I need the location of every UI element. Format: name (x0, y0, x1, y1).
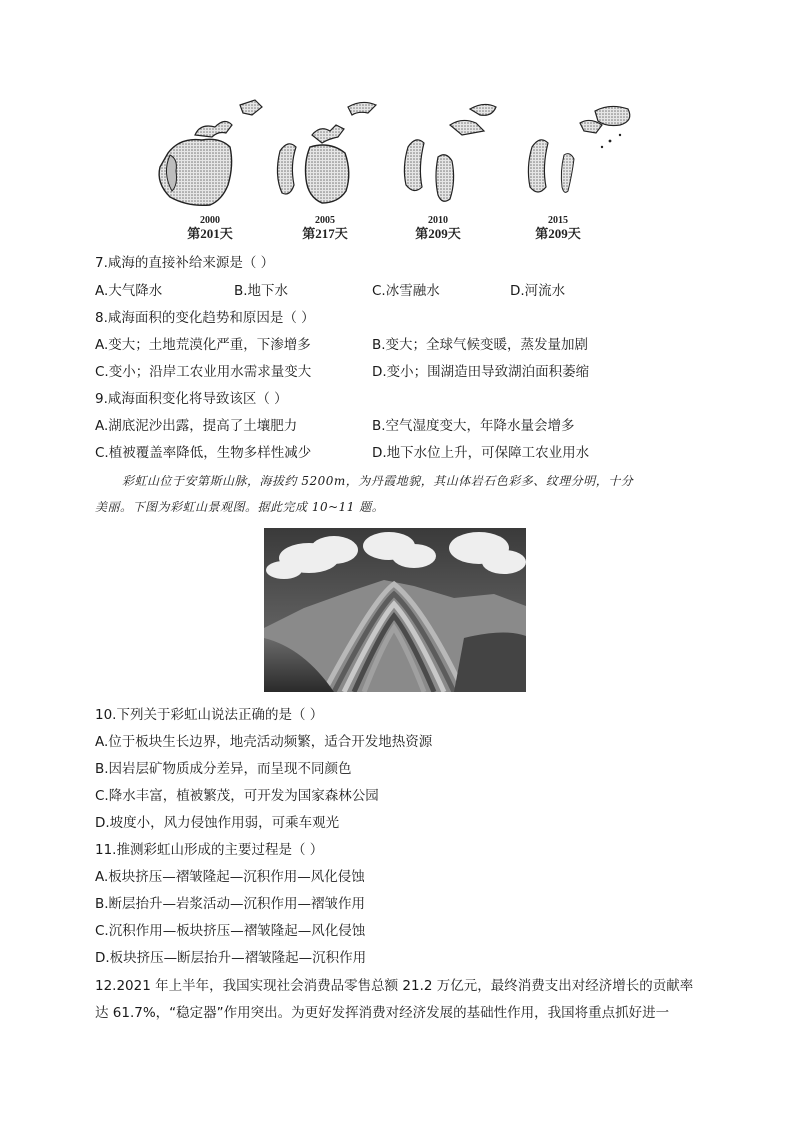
q9-option-b: B.空气湿度变大，年降水量会增多 (372, 418, 575, 434)
passage-line-1: 彩虹山位于安第斯山脉，海拔约 5200m，为丹霞地貌，其山体岩石色彩多、纹理分明，十分 (122, 474, 634, 488)
q7-option-c: C.冰雪融水 (372, 283, 440, 299)
q8-option-b: B.变大；全球气候变暖，蒸发量加剧 (372, 337, 589, 353)
map-2005 (277, 102, 376, 203)
map-caption-2000 (170, 215, 250, 241)
map-2010 (404, 104, 496, 201)
q10-option-c: C.降水丰富，植被繁茂，可开发为国家森林公园 (95, 788, 379, 804)
q11-option-c: C.沉积作用—板块挤压—褶皱隆起—风化侵蚀 (95, 923, 366, 939)
q10-stem: 10.下列关于彩虹山说法正确的是（ ） (95, 707, 324, 723)
map-2000 (159, 100, 262, 205)
passage-line-2: 美丽。下图为彩虹山景观图。据此完成 10~11 题。 (95, 500, 385, 514)
map-2015 (528, 106, 629, 192)
map-year-2000: 2000 (200, 215, 220, 226)
q9-option-c: C.植被覆盖率降低，生物多样性减少 (95, 445, 312, 461)
q9-stem: 9.咸海面积变化将导致该区（ ） (95, 391, 288, 407)
q11-option-d: D.板块挤压—断层抬升—褶皱隆起—沉积作用 (95, 950, 367, 966)
map-year-2005: 2005 (315, 215, 335, 226)
q7-stem: 7.咸海的直接补给来源是（ ） (95, 255, 275, 271)
q12-line-1: 12.2021 年上半年，我国实现社会消费品零售总额 21.2 万亿元，最终消费支出对经济增长的贡献率 (95, 978, 694, 994)
q10-option-d: D.坡度小，风力侵蚀作用弱，可乘车观光 (95, 815, 340, 831)
q11-option-a: A.板块挤压—褶皱隆起—沉积作用—风化侵蚀 (95, 869, 365, 885)
q7-option-b: B.地下水 (234, 283, 289, 299)
q9-option-a: A.湖底泥沙出露，提高了土壤肥力 (95, 418, 298, 434)
q8-option-a: A.变大；土地荒漠化严重，下渗增多 (95, 337, 311, 353)
q11-option-b: B.断层抬升—岩浆活动—沉积作用—褶皱作用 (95, 896, 366, 912)
q7-option-d: D.河流水 (510, 283, 566, 299)
q11-stem: 11.推测彩虹山形成的主要过程是（ ） (95, 842, 324, 858)
q12-line-2: 达 61.7%，“稳定器”作用突出。为更好发挥消费对经济发展的基础性作用，我国将重点抓好进一 (95, 1005, 670, 1021)
rainbow-mountain-svg (264, 528, 526, 692)
q8-option-c: C.变小；沿岸工农业用水需求量变大 (95, 364, 312, 380)
map-day-2000: 第201天 (187, 226, 233, 241)
aral-sea-maps-figure (140, 95, 650, 245)
map-year-2010: 2010 (428, 215, 448, 226)
q10-option-a: A.位于板块生长边界，地壳活动频繁，适合开发地热资源 (95, 734, 433, 750)
map-day-2005: 第217天 (302, 226, 348, 241)
map-caption-2010 (398, 215, 478, 241)
q9-option-d: D.地下水位上升，可保障工农业用水 (372, 445, 590, 461)
q8-option-d: D.变小；围湖造田导致湖泊面积萎缩 (372, 364, 590, 380)
q7-option-a: A.大气降水 (95, 283, 163, 299)
q10-option-b: B.因岩层矿物质成分差异，而呈现不同颜色 (95, 761, 352, 777)
map-caption-2005 (285, 215, 365, 241)
q8-stem: 8.咸海面积的变化趋势和原因是（ ） (95, 310, 315, 326)
map-day-2010: 第209天 (415, 226, 461, 241)
map-caption-2015 (518, 215, 598, 241)
map-year-2015: 2015 (548, 215, 568, 226)
map-day-2015: 第209天 (535, 226, 581, 241)
rainbow-mountain-photo (264, 528, 526, 692)
